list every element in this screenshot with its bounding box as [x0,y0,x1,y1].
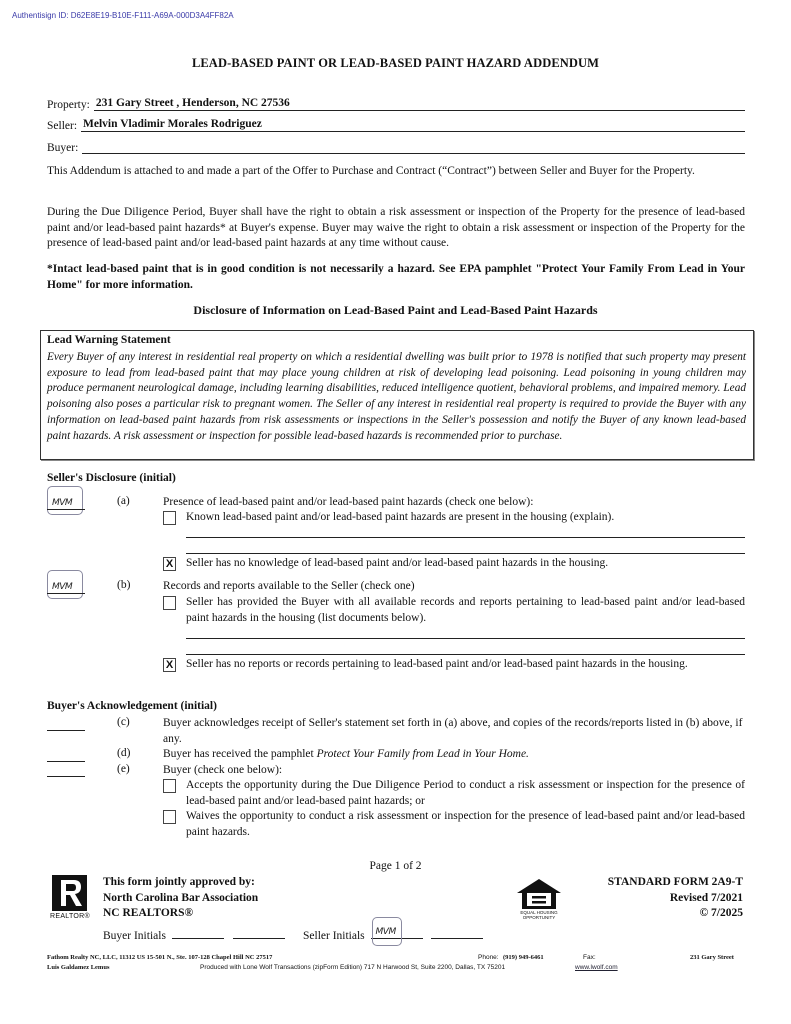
documents-line-2[interactable] [186,654,745,655]
disclosure-subtitle: Disclosure of Information on Lead-Based Paint and Lead-Based Paint Hazards [193,303,598,317]
authentisign-id: Authentisign ID: D62E8E19-B10E-F111-A69A-000D3A4FF82A [12,11,234,20]
page-number: Page 1 of 2 [369,860,422,872]
seller-initials-b: MVM [52,582,73,592]
eho-line-1: EQUAL HOUSING [520,910,558,915]
item-letter-d: (d) [117,747,131,759]
realtor-logo-text: REALTOR® [50,913,90,920]
seller-initials-label: Seller Initials [303,930,365,942]
equal-housing-text [514,910,564,920]
pamphlet-title: Protect Your Family from Lead in Your Home. [316,748,529,760]
option-records-provided: Seller has provided the Buyer with all available records and reports pertaining to lead-based paint and/or lead-based paint hazards in the housing (list documents below). [186,596,745,624]
warning-title: Lead Warning Statement [47,334,171,346]
option-no-records: Seller has no reports or records pertaining to lead-based paint and/or lead-based paint hazards in the housing. [186,658,688,670]
phone-label: Phone: [478,954,499,961]
seller-initials-field-2[interactable] [431,928,483,939]
produced-with: Produced with Lone Wolf Transactions (zipForm Edition) 717 N Harwood St, Suite 2200, Dallas, TX 75201 [200,964,506,971]
item-text-d-prefix: Buyer has received the pamphlet [163,748,317,760]
seller-value[interactable]: Melvin Vladimir Morales Rodriguez [81,117,745,132]
checkbox-no-knowledge[interactable]: X [163,557,176,571]
buyer-initials-label: Buyer Initials [103,930,166,942]
document-title: LEAD-BASED PAINT OR LEAD-BASED PAINT HAZARD ADDENDUM [191,56,600,70]
item-text-c: Buyer acknowledges receipt of Seller's statement set forth in (a) above, and copies of the records/reports listed in (b) above, if any. [163,717,743,745]
property-field [47,95,745,111]
seller-field [47,116,745,132]
form-info [608,875,743,922]
eho-line-2: OPPORTUNITY [522,915,556,920]
item-text-a: Presence of lead-based paint and/or lead-based paint hazards (check one below): [163,496,534,508]
approved-by: This form jointly approved by: [103,876,255,888]
checkbox-known-lead[interactable] [163,511,176,525]
buyer-initials-row [103,928,285,942]
equal-housing-icon [515,878,563,910]
due-diligence-paragraph: During the Due Diligence Period, Buyer shall have the right to obtain a risk assessment or inspection of the Property for the presence of lead-based paint and/or lead-based paint hazards* at Buyer's expense. Buyer may waive the right to obtain a risk assessment or inspection of the Property for the presence of lead-based paint and/or lead-based paint hazards at any time without cause. [47,206,745,249]
seller-initials-box-footer[interactable] [372,917,402,946]
buyer-initials-line-e[interactable] [47,776,85,777]
buyer-field [47,138,745,154]
checkbox-waives[interactable] [163,810,176,824]
option-no-knowledge: Seller has no knowledge of lead-based paint and/or lead-based paint hazards in the housing. [186,557,609,569]
explain-line-1[interactable] [186,537,745,538]
buyer-label: Buyer: [47,142,79,154]
intro-paragraph: This Addendum is attached to and made a part of the Offer to Purchase and Contract (“Contract”) between Seller and Buyer for the Property. [47,165,695,177]
buyer-ack-heading: Buyer's Acknowledgement (initial) [47,700,217,712]
agent-name: Luis Galdamez Lemus [47,964,110,971]
file-name: 231 Gary Street [690,954,734,961]
property-label: Property: [47,99,90,111]
checkbox-accepts[interactable] [163,779,176,793]
buyer-initials-field-1[interactable] [172,928,224,939]
initials-line-a [47,509,85,510]
seller-label: Seller: [47,120,78,132]
option-known-lead: Known lead-based paint and/or lead-based paint hazards are present in the housing (explain). [186,511,615,523]
item-letter-c: (c) [117,716,130,728]
seller-initials-a: MVM [52,498,73,508]
seller-initials-footer: MVM [375,927,396,937]
revised-date: Revised 7/2021 [669,891,743,904]
realtor-logo-icon [52,875,87,911]
explain-line-2[interactable] [186,553,745,554]
buyer-initials-line-c[interactable] [47,730,85,731]
seller-disclosure-heading: Seller's Disclosure (initial) [47,472,176,484]
documents-line-1[interactable] [186,638,745,639]
checkbox-records-provided[interactable] [163,596,176,610]
lead-warning-box [40,330,754,460]
buyer-initials-field-2[interactable] [233,928,285,939]
item-letter-b: (b) [117,579,131,591]
fax-label: Fax: [583,954,596,961]
form-name: STANDARD FORM 2A9-T [607,876,743,888]
property-value[interactable]: 231 Gary Street , Henderson, NC 27536 [94,96,745,111]
option-waives: Waives the opportunity to conduct a risk assessment or inspection for the presence of lead-based paint and/or lead-based paint hazards. [186,810,745,838]
approval-block [103,875,258,922]
item-letter-e: (e) [117,763,130,775]
buyer-initials-line-d[interactable] [47,761,85,762]
buyer-value[interactable] [82,139,745,154]
bar-association: North Carolina Bar Association [103,891,259,904]
warning-text: Every Buyer of any interest in residential real property on which a residential dwelling was built prior to 1978 is notified that such property may present exposure to lead from lead-based paint that may place young children at risk of developing lead poisoning. Lead poisoning in young children may produce permanent neurological damage, including learning disabilities, reduced intelligence quotient, behavioral problems, and impaired memory. Lead poisoning also poses a particular risk to pregnant women. The Seller of any interest in residential real property is required to provide the Buyer with any information on lead-based paint hazards from risk assessments or inspections in the Seller's possession and notify the Buyer of any known lead-based paint hazards. A risk assessment or inspection for possible lead-based hazards is recommended prior to purchase. [47,351,746,442]
item-text-b: Records and reports available to the Seller (check one) [163,580,415,592]
copyright: © 7/2025 [699,907,743,919]
item-text-d [163,747,529,763]
item-letter-a: (a) [117,495,130,507]
lwolf-link[interactable]: www.lwolf.com [575,964,618,971]
phone-number: (919) 949-6461 [503,954,544,961]
initials-line-b [47,593,85,594]
option-accepts: Accepts the opportunity during the Due Diligence Period to conduct a risk assessment or inspection for the presence of lead-based paint and/or lead-based paint hazards; or [186,779,745,807]
brokerage-info: Fathom Realty NC, LLC, 11312 US 15-501 N., Ste. 107-128 Chapel Hill NC 27517 [47,954,273,961]
footnote-paragraph: *Intact lead-based paint that is in good condition is not necessarily a hazard. See EPA pamphlet "Protect Your Family From Lead in Your Home" for more information. [47,263,745,291]
nc-realtors: NC REALTORS® [103,907,194,919]
checkbox-no-records[interactable]: X [163,658,176,672]
item-text-e: Buyer (check one below): [163,764,283,776]
